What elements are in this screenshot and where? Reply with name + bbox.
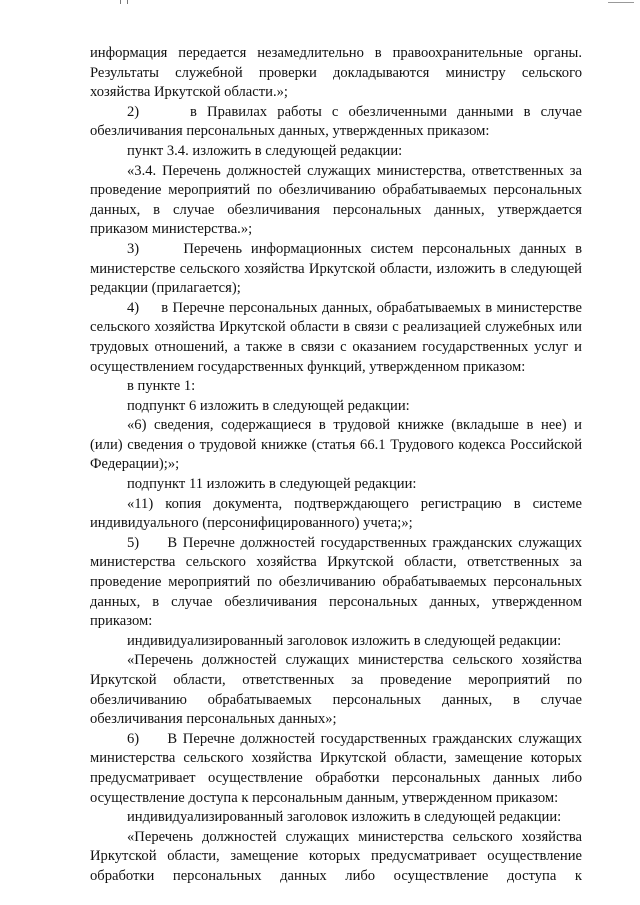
- paragraph-quote-11: «11) копия документа, подтверждающего регистрацию в системе индивидуального (персонифицированного) учета;»;: [90, 495, 582, 532]
- paragraph-quote-heading-6: «Перечень должностей служащих министерства сельского хозяйства Иркутской области, замещение которых предусматривает осуществление обработки персональных данных либо осуществление доступа к: [90, 828, 582, 884]
- paragraph-subpoint-11: подпункт 11 изложить в следующей редакции:: [127, 476, 417, 493]
- paragraph-item-3: 3) Перечень информационных систем персональных данных в министерстве сельского хозяйства Иркутской области, изложить в следующей редакции (прилагается);: [90, 240, 582, 297]
- paragraph-subpoint-6: подпункт 6 изложить в следующей редакции:: [127, 397, 410, 414]
- paragraph-item-2: 2) в Правилах работы с обезличенными данными в случае обезличивания персональных данных, утвержденных приказом:: [90, 103, 582, 140]
- paragraph-point-3-4: пункт 3.4. изложить в следующей редакции:: [127, 142, 403, 159]
- paragraph-item-6: 6) В Перечне должностей государственных гражданских служащих министерства сельского хозяйства Иркутской области, замещение которых предусматривает осуществление обработки персональных данных либо осуществление доступа к персональным данным, утвержденном приказом:: [90, 730, 582, 806]
- scan-edge-mark: [120, 0, 128, 4]
- paragraph-quote-heading-5: «Перечень должностей служащих министерства сельского хозяйства Иркутской области, ответственных за проведение мероприятий по обезличиванию обрабатываемых персональных данных, в случае обезличивания персональных данных»;: [90, 652, 582, 728]
- document-body: [90, 44, 582, 887]
- paragraph-quote-3-4: «3.4. Перечень должностей служащих министерства, ответственных за проведение мероприятий по обезличиванию обрабатываемых персональных данных, в случае обезличивания персональных данных, утверждается приказом министерства.»;: [90, 162, 582, 238]
- paragraph-item-4: 4) в Перечне персональных данных, обрабатываемых в министерстве сельского хозяйства Иркутской области в связи с реализацией служебных или трудовых отношений, а также в связи с оказанием государственных услуг и осуществлением государственных функций, утвержденном приказом:: [90, 299, 582, 375]
- paragraph-continuation: информация передается незамедлительно в правоохранительные органы. Результаты служебной проверки докладываются министру сельского хозяйства Иркутской области.»;: [90, 45, 582, 101]
- paragraph-quote-6: «6) сведения, содержащиеся в трудовой книжке (вкладыше в нее) и (или) сведения о трудовой книжке (статья 66.1 Трудового кодекса Российской Федерации);»;: [90, 417, 582, 473]
- paragraph-point-1: в пункте 1:: [127, 378, 196, 395]
- scan-edge-line: [608, 2, 634, 3]
- paragraph-heading-change-5: индивидуализированный заголовок изложить в следующей редакции:: [127, 632, 562, 649]
- paragraph-heading-change-6: индивидуализированный заголовок изложить в следующей редакции:: [127, 809, 562, 826]
- paragraph-item-5: 5) В Перечне должностей государственных гражданских служащих министерства сельского хозяйства Иркутской области, ответственных за проведение мероприятий по обезличиванию обрабатываемых персональных данных, в случае обезличивания персональных данных, утвержденном приказом:: [90, 534, 582, 630]
